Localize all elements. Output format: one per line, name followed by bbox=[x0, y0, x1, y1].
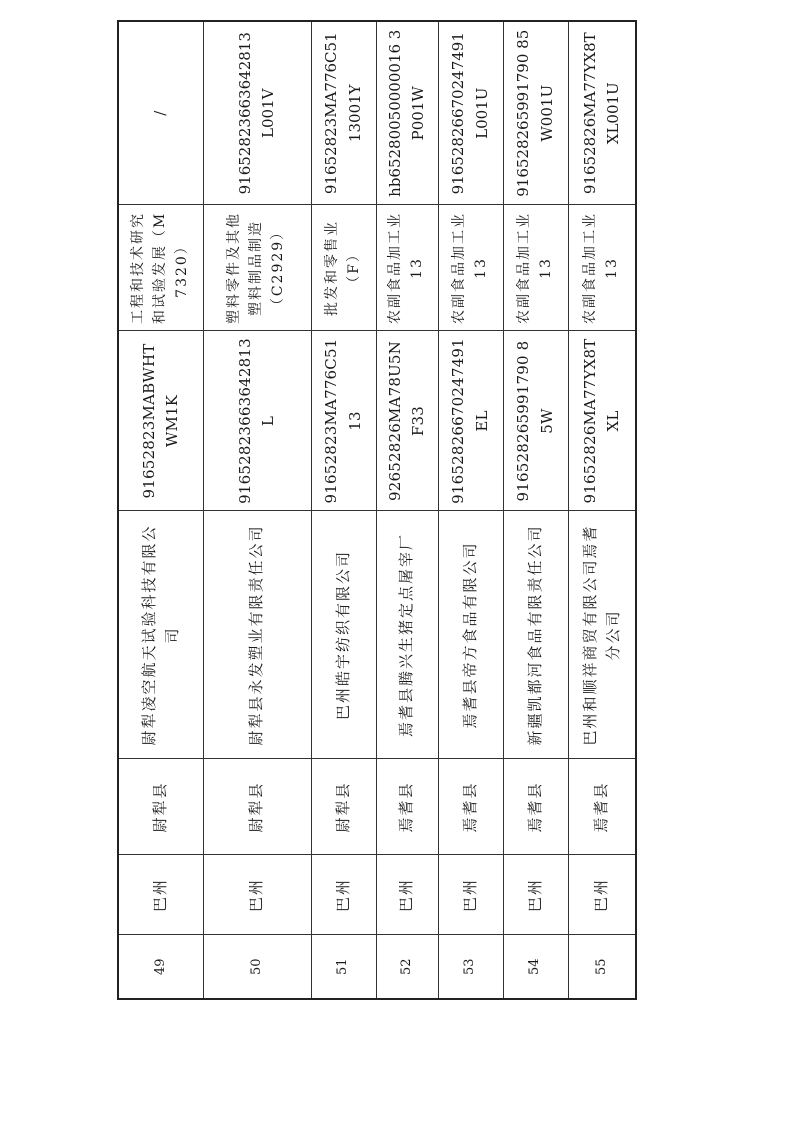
registration-number-cell: 91652823663642813L001V bbox=[203, 21, 311, 205]
credit-code-cell: 916528265991790 85W bbox=[503, 331, 568, 511]
table-body bbox=[118, 21, 636, 999]
credit-code-cell: 91652826MA77YX8TXL bbox=[568, 331, 636, 511]
company-cell: 巴州和顺祥商贸有限公司焉耆分公司 bbox=[568, 511, 636, 759]
company-cell: 新疆凯都河食品有限责任公司 bbox=[503, 511, 568, 759]
credit-code-cell: 91652823663642813L bbox=[203, 331, 311, 511]
region-cell: 巴州 bbox=[503, 855, 568, 935]
credit-code-cell: 91652823MA776C5113 bbox=[311, 331, 376, 511]
industry-cell: 工程和技术研究和试验发展（M7320） bbox=[118, 205, 203, 331]
company-cell: 尉犁县永发塑业有限责任公司 bbox=[203, 511, 311, 759]
registration-number-cell: 91652826670247491L001U bbox=[438, 21, 503, 205]
region-cell: 巴州 bbox=[376, 855, 438, 935]
registration-number-cell: 91652826MA77YX8TXL001U bbox=[568, 21, 636, 205]
row-number: 51 bbox=[311, 935, 376, 999]
company-cell: 焉耆县腾兴生猪定点屠宰厂 bbox=[376, 511, 438, 759]
registration-number-cell: 91652823MA776C5113001Y bbox=[311, 21, 376, 205]
company-cell: 尉犁凌空航天试验科技有限公司 bbox=[118, 511, 203, 759]
region-cell: 巴州 bbox=[118, 855, 203, 935]
rotated-table-container bbox=[117, 29, 635, 1000]
row-number: 53 bbox=[438, 935, 503, 999]
company-cell: 焉耆县帝方食品有限公司 bbox=[438, 511, 503, 759]
credit-code-cell: 91652823MABWHTWM1K bbox=[118, 331, 203, 511]
region-cell: 巴州 bbox=[568, 855, 636, 935]
region-cell: 巴州 bbox=[438, 855, 503, 935]
row-number: 54 bbox=[503, 935, 568, 999]
enterprise-table bbox=[117, 20, 637, 1000]
county-cell: 焉耆县 bbox=[503, 759, 568, 855]
industry-cell: 农副食品加工业13 bbox=[438, 205, 503, 331]
county-cell: 尉犁县 bbox=[203, 759, 311, 855]
row-number: 49 bbox=[118, 935, 203, 999]
industry-cell: 农副食品加工业13 bbox=[503, 205, 568, 331]
credit-code-cell: 91652826670247491EL bbox=[438, 331, 503, 511]
county-cell: 焉耆县 bbox=[568, 759, 636, 855]
registration-number-cell: 916528265991790 85W001U bbox=[503, 21, 568, 205]
table-row bbox=[118, 21, 203, 999]
region-cell: 巴州 bbox=[203, 855, 311, 935]
industry-cell: 农副食品加工业13 bbox=[376, 205, 438, 331]
table-row bbox=[311, 21, 376, 999]
row-number: 52 bbox=[376, 935, 438, 999]
county-cell: 尉犁县 bbox=[311, 759, 376, 855]
county-cell: 尉犁县 bbox=[118, 759, 203, 855]
registration-number-cell: hb65280050000016 3P001W bbox=[376, 21, 438, 205]
industry-cell: 批发和零售业（F） bbox=[311, 205, 376, 331]
industry-cell: 塑料零件及其他塑料制品制造（C2929） bbox=[203, 205, 311, 331]
table-row bbox=[568, 21, 636, 999]
table-row bbox=[438, 21, 503, 999]
registration-number-cell: / bbox=[118, 21, 203, 205]
credit-code-cell: 92652826MA78U5NF33 bbox=[376, 331, 438, 511]
region-cell: 巴州 bbox=[311, 855, 376, 935]
table-row bbox=[503, 21, 568, 999]
company-cell: 巴州皓宇纺织有限公司 bbox=[311, 511, 376, 759]
county-cell: 焉耆县 bbox=[376, 759, 438, 855]
table-row bbox=[376, 21, 438, 999]
industry-cell: 农副食品加工业13 bbox=[568, 205, 636, 331]
table-row bbox=[203, 21, 311, 999]
row-number: 55 bbox=[568, 935, 636, 999]
county-cell: 焉耆县 bbox=[438, 759, 503, 855]
row-number: 50 bbox=[203, 935, 311, 999]
